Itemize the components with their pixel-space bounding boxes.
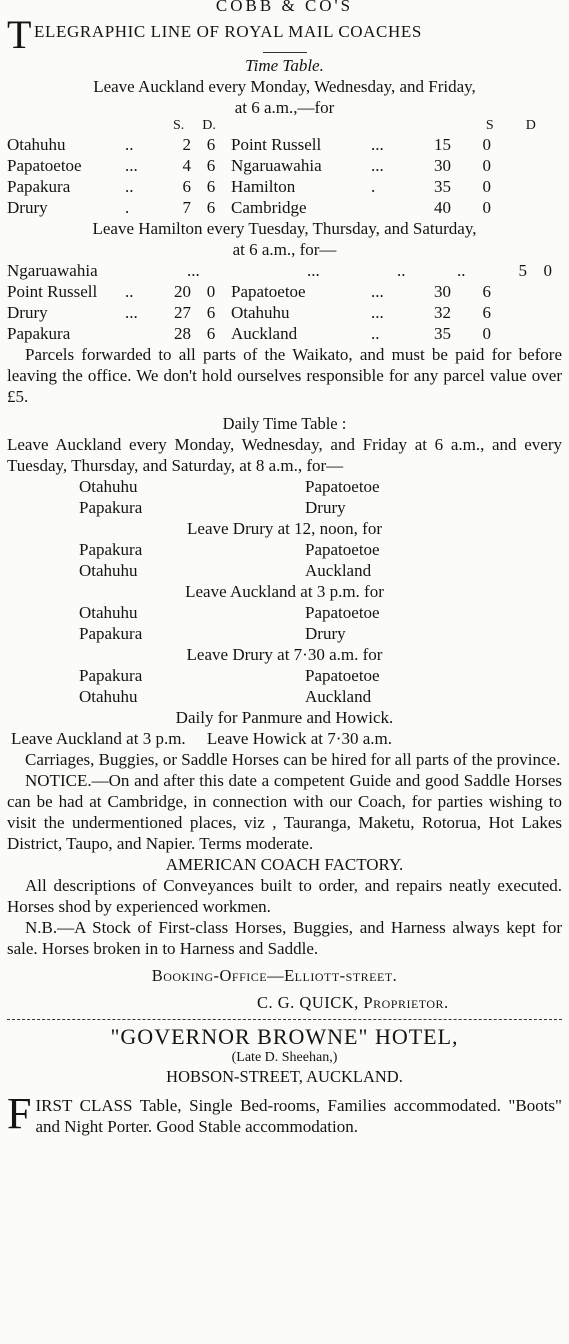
fare-cell-d1: .. [125, 177, 134, 196]
fare-row [7, 281, 562, 302]
fare-row [7, 134, 562, 155]
fare-row [7, 155, 562, 176]
daily-pair-6: Papakura Drury [79, 624, 346, 643]
section-divider [7, 1019, 562, 1020]
fare-row [7, 197, 562, 218]
fare-cell-p1: Papakura [7, 324, 71, 343]
fare-cell-n2: 6 [482, 282, 491, 301]
fare-cell-p1: Point Russell [7, 282, 98, 301]
daily-pair-1: Otahuhu Papatoetoe [79, 477, 380, 496]
hotel-late-owner: (Late D. Sheehan,) [231, 1050, 338, 1065]
fare-cell-s2: 35 [434, 177, 451, 196]
fare-cell-p2: Hamilton [231, 177, 296, 196]
fare-cell-s2: 40 [434, 198, 451, 217]
panmure-howick-times: Leave Auckland at 3 p.m. Leave Howick at 7·30 a.m. [11, 729, 392, 748]
fare-cell-s2: 30 [434, 282, 451, 301]
fare-row [7, 176, 562, 197]
fare-cell-d2 [371, 197, 421, 218]
fare-cell-n2: 6 [482, 303, 491, 322]
hotel-address: HOBSON-STREET, AUCKLAND. [166, 1067, 403, 1086]
hotel-description [7, 1089, 562, 1138]
fare-cell-d1: .. [125, 282, 134, 301]
fare-cell-n1: 6 [206, 177, 216, 196]
leave-auckland-3pm: Leave Auckland at 3 p.m. for [185, 582, 384, 601]
fare-cell-p1: Drury [7, 198, 48, 217]
daily-pair-4: Otahuhu Auckland [79, 561, 372, 580]
fare-cell-s1: 20 [174, 282, 191, 301]
fare-cell-s2: 15 [434, 135, 451, 154]
fare-cell-n2: 0 [482, 324, 491, 343]
fare-cell-p1: Papatoetoe [7, 156, 82, 175]
fare-cell-d1: ... [125, 156, 138, 175]
fare-cell-p2: Otahuhu [231, 303, 290, 322]
factory-text: All descriptions of Conveyances built to order, and repairs neatly executed. Horses shod by experienced workmen. [7, 876, 562, 916]
hotel-name: "GOVERNOR BROWNE" HOTEL, [110, 1024, 459, 1049]
fare-cell-d1: ... [125, 303, 138, 322]
carriages-notice: Carriages, Buggies, or Saddle Horses can be hired for all parts of the province. [25, 750, 561, 769]
hotel-drop-cap: F [7, 1089, 32, 1138]
fare-column-headers: S. D. S D [173, 118, 536, 133]
header-drop-cap: T [7, 12, 33, 57]
newspaper-advertisement [7, 0, 562, 1137]
factory-nb-text: N.B.—A Stock of First-class Horses, Buggies, and Harness always kept for sale. Horses broken in to Harness and Saddle. [7, 918, 562, 958]
fare-cell-n2: 0 [482, 198, 491, 217]
daily-pair-8: Otahuhu Auckland [79, 687, 372, 706]
fare-cell-p1: Papakura [7, 177, 71, 196]
fare-cell-s1: 28 [174, 324, 191, 343]
hamilton-fare-table [7, 281, 562, 344]
fare-cell-s2: 35 [434, 324, 451, 343]
panmure-howick-title: Daily for Panmure and Howick. [175, 708, 394, 727]
fare-cell-p1: Drury [7, 303, 48, 322]
fare-cell-n1: 6 [206, 156, 216, 175]
fare-cell-d1 [125, 323, 165, 344]
fare-cell-d2: ... [371, 303, 384, 322]
leave-drury-noon: Leave Drury at 12, noon, for [187, 519, 382, 538]
hamilton-intro-line1: Leave Hamilton every Tuesday, Thursday, and Saturday, [92, 219, 477, 238]
fare-cell-n1: 6 [206, 324, 216, 343]
fare-cell-s1: 6 [182, 177, 191, 196]
daily-pair-2: Papakura Drury [79, 498, 346, 517]
header-title [7, 12, 562, 57]
header-top-line: COBB & CO'S [215, 0, 354, 13]
fare-cell-n1: 6 [206, 303, 216, 322]
leave-drury-730: Leave Drury at 7·30 a.m. for [186, 645, 383, 664]
fare-cell-d2: ... [371, 282, 384, 301]
fare-cell-n2: 0 [482, 156, 491, 175]
header-rule [263, 52, 307, 53]
fare-cell-d2: ... [371, 156, 384, 175]
fare-cell-p2: Point Russell [231, 135, 322, 154]
auckland-intro-line1: Leave Auckland every Monday, Wednesday, and Friday, [93, 77, 476, 96]
fare-cell-d2: ... [371, 135, 384, 154]
daily-intro: Leave Auckland every Monday, Wednesday, and Friday at 6 a.m., and every Tuesday, Thursday, and Saturday, at 8 a.m., for— [7, 435, 562, 475]
auckland-intro-line2: at 6 a.m.,—for [234, 98, 335, 117]
fare-cell-p1: Otahuhu [7, 135, 66, 154]
fare-cell-n2: 0 [482, 135, 491, 154]
parcels-notice: Parcels forwarded to all parts of the Waikato, and must be paid for before leaving the office. We don't hold ourselves responsible for any parcel value over £5. [7, 345, 562, 406]
booking-office: Booking-Office—Elliott-street. [151, 966, 398, 985]
fare-cell-s2: 30 [434, 156, 451, 175]
daily-title: Daily Time Table : [222, 414, 347, 433]
factory-title: AMERICAN COACH FACTORY. [165, 855, 404, 874]
fare-cell-n1: 6 [206, 135, 216, 154]
auckland-fare-table [7, 134, 562, 218]
fare-cell-p2: Cambridge [231, 198, 307, 217]
fare-cell-s1: 7 [182, 198, 191, 217]
hamilton-first-row: Ngaruawahia ... ... .. .. 5 0 [7, 261, 552, 280]
guide-notice: NOTICE.—On and after this date a competent Guide and good Saddle Horses can be had at Cambridge, in connection with our Coach, for parties wishing to visit the undermentioned places, viz , Tauranga, Maketu, Rotorua, Hot Lakes District, Taupo, and Napier. Terms moderate. [7, 771, 562, 853]
fare-cell-n1: 6 [206, 198, 216, 217]
fare-cell-s1: 27 [174, 303, 191, 322]
fare-cell-d2: . [371, 177, 376, 196]
fare-cell-d1: .. [125, 135, 134, 154]
hamilton-intro-line2: at 6 a.m., for— [232, 240, 337, 259]
fare-cell-n1: 0 [206, 282, 216, 301]
fare-cell-p2: Ngaruawahia [231, 156, 322, 175]
daily-pair-7: Papakura Papatoetoe [79, 666, 380, 685]
fare-cell-s1: 2 [182, 135, 191, 154]
daily-pair-5: Otahuhu Papatoetoe [79, 603, 380, 622]
fare-cell-d1: . [125, 198, 130, 217]
fare-cell-s2: 32 [434, 303, 451, 322]
fare-cell-p2: Papatoetoe [231, 282, 306, 301]
fare-cell-s1: 4 [182, 156, 191, 175]
time-table-subtitle: Time Table. [245, 56, 324, 75]
proprietor-line: C. G. QUICK, Proprietor. [257, 993, 449, 1012]
daily-pair-3: Papakura Papatoetoe [79, 540, 380, 559]
fare-cell-d2: .. [371, 324, 380, 343]
fare-cell-n2: 0 [482, 177, 491, 196]
hotel-text: IRST CLASS Table, Single Bed-rooms, Families accommodated. "Boots" and Night Porter. Good Stable accommodation. [35, 1096, 562, 1136]
fare-cell-p2: Auckland [231, 324, 298, 343]
header-title-rest: ELEGRAPHIC LINE OF ROYAL MAIL COACHES [34, 22, 422, 41]
fare-row [7, 323, 562, 344]
fare-row [7, 302, 562, 323]
